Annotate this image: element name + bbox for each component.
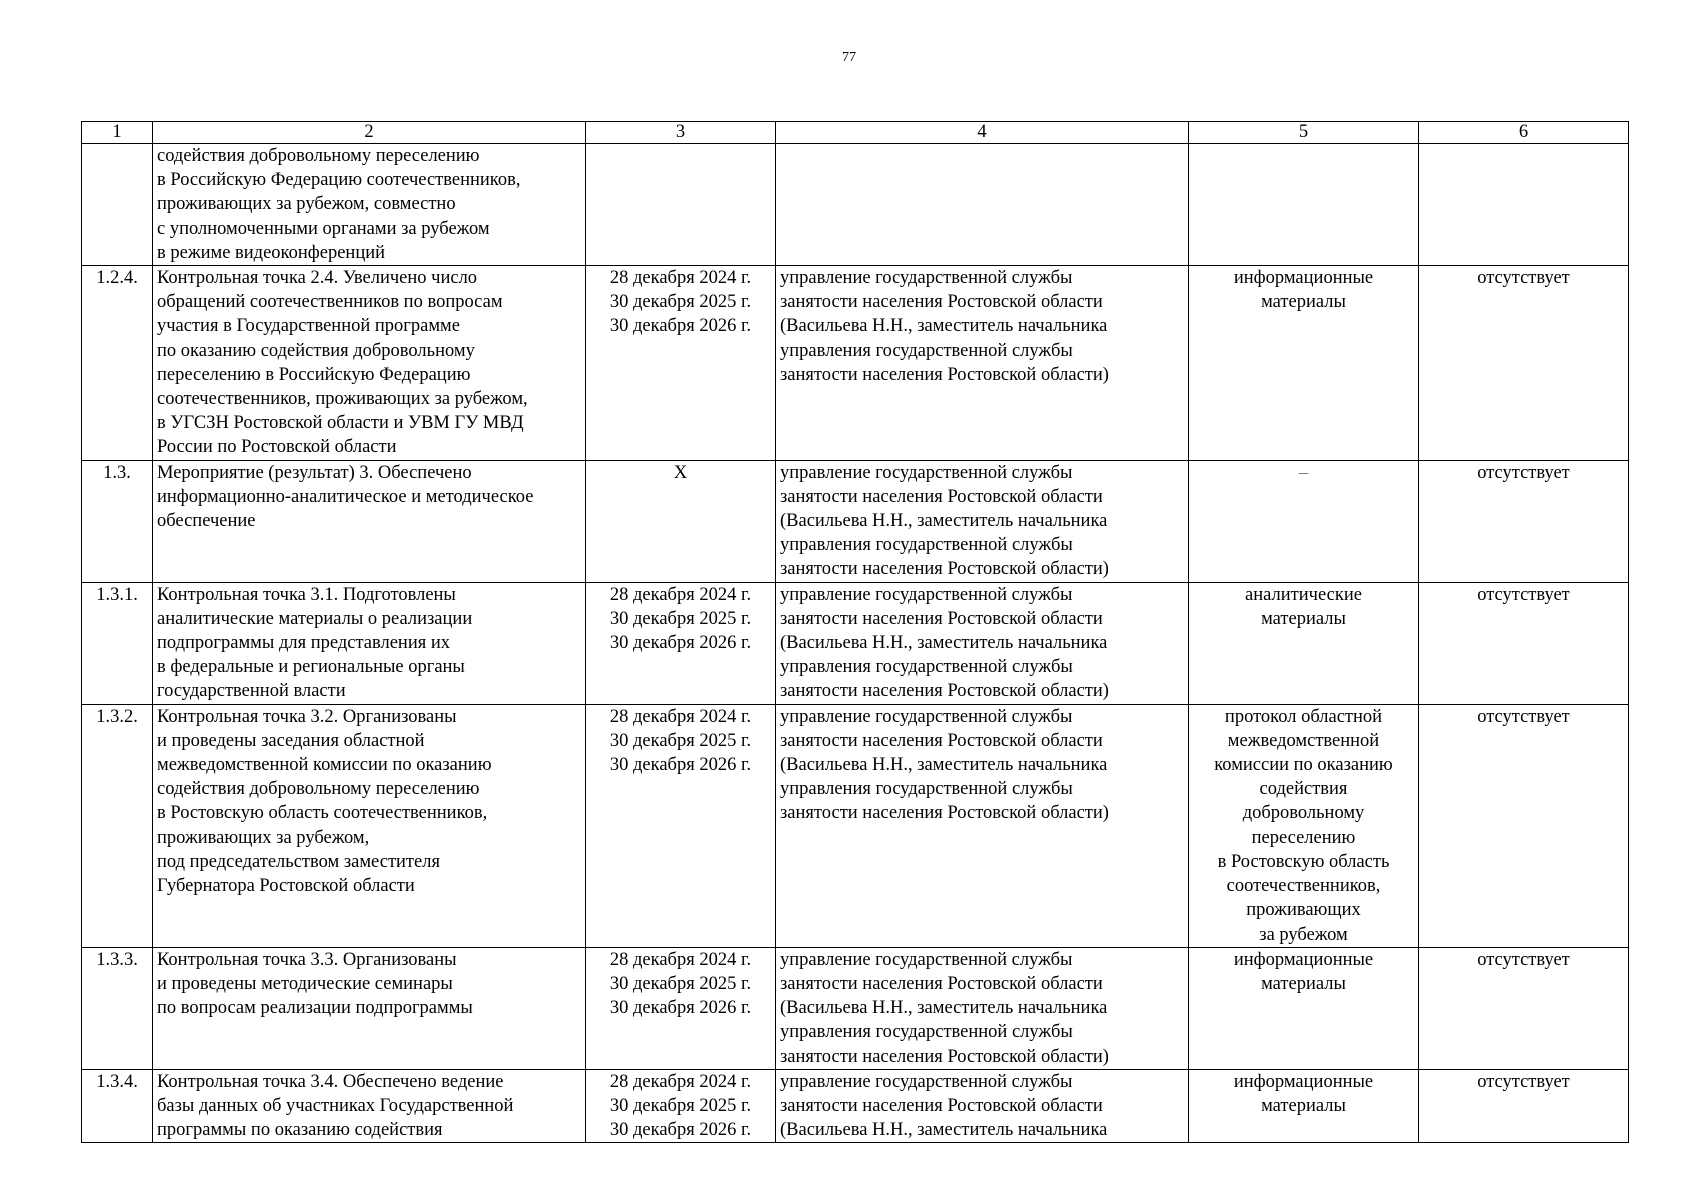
deadline-cell — [586, 144, 776, 266]
result-cell — [1189, 582, 1419, 704]
result-line: содействия — [1259, 779, 1348, 800]
result-line: информационные — [1233, 1071, 1374, 1092]
responsible-cell — [776, 704, 1189, 947]
table-row — [82, 144, 1629, 266]
responsible-line: (Васильева Н.Н., заместитель начальника — [780, 998, 1108, 1019]
info-system-cell: отсутствует — [1419, 460, 1629, 582]
activity-line: и проведены заседания областной — [157, 730, 425, 751]
activity-line: межведомственной комиссии по оказанию — [157, 755, 492, 776]
activity-line: в Ростовскую область соотечественников, — [157, 803, 488, 824]
result-cell — [1189, 947, 1419, 1069]
result-line: материалы — [1261, 292, 1346, 313]
info-system-cell: отсутствует — [1419, 704, 1629, 947]
deadline-date: 30 декабря 2025 г. — [609, 292, 752, 313]
responsible-cell — [776, 947, 1189, 1069]
deadline-date: 30 декабря 2025 г. — [609, 973, 752, 994]
responsible-line: занятости населения Ростовской области — [780, 1095, 1103, 1116]
responsible-line: (Васильева Н.Н., заместитель начальника — [780, 511, 1108, 532]
deadline-cell — [586, 947, 776, 1069]
responsible-line: управления государственной службы — [780, 340, 1073, 361]
activity-line: участия в Государственной программе — [157, 316, 460, 337]
result-line: материалы — [1261, 973, 1346, 994]
result-line: за рубежом — [1259, 924, 1348, 945]
activity-line: по оказанию содействия добровольному — [157, 340, 475, 361]
activity-line: базы данных об участниках Государственной — [157, 1095, 514, 1116]
deadline-date: Х — [673, 462, 688, 483]
header-col-5: 5 — [1189, 122, 1419, 144]
info-system-cell: отсутствует — [1419, 582, 1629, 704]
activity-line: проживающих за рубежом, совместно — [157, 194, 456, 215]
activity-line: под председательством заместителя — [157, 851, 440, 872]
result-cell — [1189, 266, 1419, 461]
page-number: 77 — [842, 50, 856, 65]
plan-table — [81, 121, 1629, 1143]
deadline-date: 30 декабря 2025 г. — [609, 1095, 752, 1116]
table-row — [82, 460, 1629, 582]
responsible-line: управление государственной службы — [780, 584, 1073, 605]
table-row — [82, 704, 1629, 947]
responsible-line: управление государственной службы — [780, 1071, 1073, 1092]
row-number: 1.3. — [82, 460, 153, 582]
row-number — [82, 144, 153, 266]
deadline-date: 30 декабря 2026 г. — [609, 316, 752, 337]
responsible-cell — [776, 1069, 1189, 1143]
responsible-line: занятости населения Ростовской области — [780, 608, 1103, 629]
responsible-line: занятости населения Ростовской области — [780, 730, 1103, 751]
activity-line: Контрольная точка 3.2. Организованы — [157, 706, 457, 727]
row-number: 1.2.4. — [82, 266, 153, 461]
activity-line: по вопросам реализации подпрограммы — [157, 998, 473, 1019]
responsible-line: (Васильева Н.Н., заместитель начальника — [780, 1120, 1108, 1141]
responsible-line: управление государственной службы — [780, 706, 1073, 727]
activity-name — [153, 1069, 586, 1143]
deadline-cell — [586, 1069, 776, 1143]
deadline-date: 30 декабря 2025 г. — [609, 730, 752, 751]
activity-line: аналитические материалы о реализации — [157, 608, 473, 629]
deadline-cell — [586, 582, 776, 704]
responsible-line: управление государственной службы — [780, 268, 1073, 289]
responsible-line: управления государственной службы — [780, 657, 1073, 678]
deadline-date: 30 декабря 2025 г. — [609, 608, 752, 629]
responsible-cell — [776, 582, 1189, 704]
responsible-line: занятости населения Ростовской области) — [780, 364, 1109, 385]
table-row — [82, 1069, 1629, 1143]
activity-line: программы по оказанию содействия — [157, 1120, 443, 1141]
activity-line: проживающих за рубежом, — [157, 827, 370, 848]
row-number: 1.3.2. — [82, 704, 153, 947]
activity-line: в Российскую Федерацию соотечественников, — [157, 170, 521, 191]
activity-line: содействия добровольному переселению — [157, 779, 480, 800]
activity-line: в режиме видеоконференций — [157, 242, 386, 263]
deadline-date: 30 декабря 2026 г. — [609, 1120, 752, 1141]
row-number: 1.3.1. — [82, 582, 153, 704]
result-line: материалы — [1261, 608, 1346, 629]
info-system-cell: отсутствует — [1419, 1069, 1629, 1143]
activity-line: и проведены методические семинары — [157, 973, 453, 994]
activity-name — [153, 947, 586, 1069]
result-line: межведомственной — [1227, 730, 1380, 751]
activity-name — [153, 266, 586, 461]
responsible-line: (Васильева Н.Н., заместитель начальника — [780, 633, 1108, 654]
responsible-line: занятости населения Ростовской области) — [780, 681, 1109, 702]
responsible-line: занятости населения Ростовской области) — [780, 559, 1109, 580]
activity-name — [153, 144, 586, 266]
row-number: 1.3.4. — [82, 1069, 153, 1143]
deadline-date: 28 декабря 2024 г. — [609, 1071, 752, 1092]
activity-line: Мероприятие (результат) 3. Обеспечено — [157, 462, 472, 483]
table-row — [82, 582, 1629, 704]
activity-line: подпрограммы для представления их — [157, 633, 451, 654]
activity-line: Контрольная точка 3.1. Подготовлены — [157, 584, 456, 605]
row-number: 1.3.3. — [82, 947, 153, 1069]
responsible-line: управление государственной службы — [780, 462, 1073, 483]
deadline-date: 28 декабря 2024 г. — [609, 584, 752, 605]
result-line: информационные — [1233, 268, 1374, 289]
info-system-cell: отсутствует — [1419, 266, 1629, 461]
activity-line: содействия добровольному переселению — [157, 146, 480, 166]
activity-line: обеспечение — [157, 511, 256, 532]
header-col-2: 2 — [153, 122, 586, 144]
result-line: проживающих — [1246, 900, 1361, 921]
activity-name — [153, 582, 586, 704]
table-row — [82, 266, 1629, 461]
result-line: в Ростовскую область — [1217, 851, 1390, 872]
table-row — [82, 947, 1629, 1069]
result-line: аналитические — [1245, 584, 1362, 605]
result-line: соотечественников, — [1226, 876, 1381, 897]
result-line: – — [1298, 462, 1309, 483]
header-col-6: 6 — [1419, 122, 1629, 144]
activity-line: в УГСЗН Ростовской области и УВМ ГУ МВД — [157, 413, 524, 434]
activity-line: переселению в Российскую Федерацию — [157, 364, 471, 385]
result-cell — [1189, 144, 1419, 266]
deadline-date: 28 декабря 2024 г. — [609, 706, 752, 727]
responsible-cell — [776, 266, 1189, 461]
deadline-date: 28 декабря 2024 г. — [609, 268, 752, 289]
result-line: добровольному — [1242, 803, 1365, 824]
header-col-1: 1 — [82, 122, 153, 144]
header-row — [82, 122, 1629, 144]
responsible-line: занятости населения Ростовской области — [780, 973, 1103, 994]
responsible-line: управления государственной службы — [780, 1022, 1073, 1043]
deadline-date: 30 декабря 2026 г. — [609, 998, 752, 1019]
activity-line: России по Ростовской области — [157, 437, 397, 458]
responsible-line: занятости населения Ростовской области) — [780, 1046, 1109, 1067]
result-cell — [1189, 704, 1419, 947]
deadline-date: 30 декабря 2026 г. — [609, 755, 752, 776]
result-line: информационные — [1233, 949, 1374, 970]
activity-line: обращений соотечественников по вопросам — [157, 292, 503, 313]
activity-line: государственной власти — [157, 681, 346, 702]
deadline-date: 30 декабря 2026 г. — [609, 633, 752, 654]
activity-line: с уполномоченными органами за рубежом — [157, 218, 490, 239]
header-col-3: 3 — [586, 122, 776, 144]
responsible-line: занятости населения Ростовской области — [780, 292, 1103, 313]
activity-line: информационно-аналитическое и методическое — [157, 486, 534, 507]
activity-line: Контрольная точка 3.3. Организованы — [157, 949, 457, 970]
info-system-cell: отсутствует — [1419, 947, 1629, 1069]
responsible-line: (Васильева Н.Н., заместитель начальника — [780, 316, 1108, 337]
result-cell — [1189, 1069, 1419, 1143]
deadline-cell — [586, 704, 776, 947]
activity-name — [153, 704, 586, 947]
responsible-line: занятости населения Ростовской области) — [780, 803, 1109, 824]
responsible-line: (Васильева Н.Н., заместитель начальника — [780, 755, 1108, 776]
deadline-date: 28 декабря 2024 г. — [609, 949, 752, 970]
responsible-line: управления государственной службы — [780, 535, 1073, 556]
responsible-cell — [776, 460, 1189, 582]
deadline-cell — [586, 460, 776, 582]
header-col-4: 4 — [776, 122, 1189, 144]
result-line: переселению — [1251, 827, 1356, 848]
deadline-cell — [586, 266, 776, 461]
activity-line: Контрольная точка 3.4. Обеспечено ведение — [157, 1071, 504, 1092]
result-line: материалы — [1261, 1095, 1346, 1116]
info-system-cell — [1419, 144, 1629, 266]
activity-line: в федеральные и региональные органы — [157, 657, 465, 678]
activity-line: Контрольная точка 2.4. Увеличено число — [157, 268, 478, 289]
result-cell — [1189, 460, 1419, 582]
result-line: комиссии по оказанию — [1214, 755, 1393, 776]
activity-line: соотечественников, проживающих за рубежом, — [157, 389, 528, 410]
responsible-line: занятости населения Ростовской области — [780, 486, 1103, 507]
responsible-line: управления государственной службы — [780, 779, 1073, 800]
result-line: протокол областной — [1224, 706, 1383, 727]
table-body — [82, 144, 1629, 1143]
activity-name — [153, 460, 586, 582]
responsible-line: управление государственной службы — [780, 949, 1073, 970]
activity-line: Губернатора Ростовской области — [157, 876, 415, 897]
responsible-cell — [776, 144, 1189, 266]
